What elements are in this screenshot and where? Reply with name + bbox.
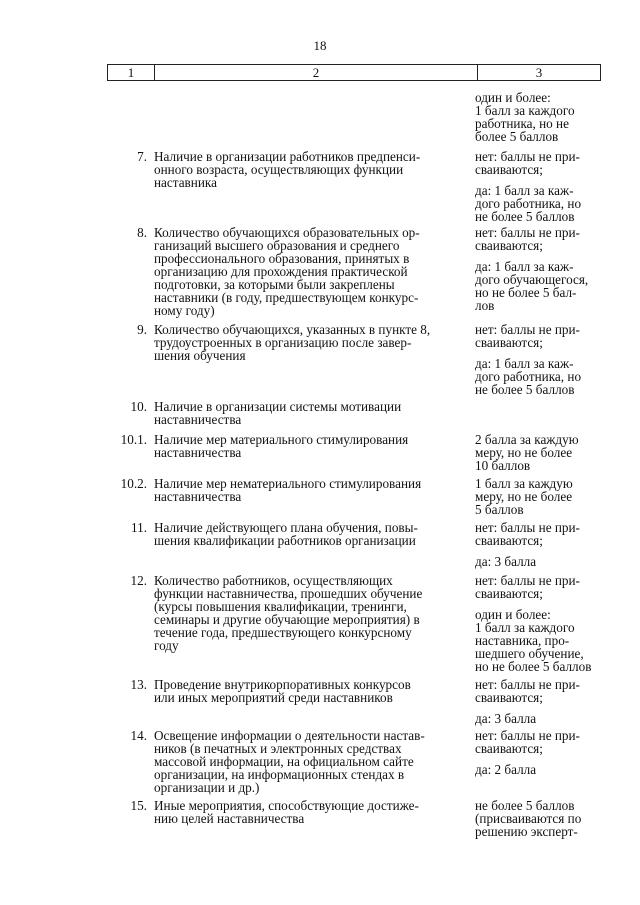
row-number: 13.: [130, 677, 147, 692]
score-paragraph: нет: баллы не при- сваиваются;: [475, 322, 580, 350]
row-description: Наличие действующего плана обучения, повы- шения квалификации работников организации: [154, 520, 418, 548]
row-number: 10.: [130, 399, 147, 414]
row-description: Наличие мер нематериального стимулирования наставничества: [154, 476, 422, 504]
page-number: 18: [313, 38, 327, 53]
row-number: 15.: [130, 798, 147, 813]
row-number: 9.: [137, 322, 147, 337]
score-paragraph: 2 балла за каждую меру, но не более 10 баллов: [475, 432, 579, 473]
row-number: 12.: [130, 573, 147, 588]
row-score: [475, 799, 605, 838]
row-description: Наличие мер материального стимулирования наставничества: [154, 432, 409, 460]
score-paragraph: нет: баллы не при- сваиваются;: [475, 573, 580, 601]
header-col-2: 2: [155, 65, 478, 80]
row-score: [475, 323, 605, 396]
score-paragraph: да: 3 балла: [475, 711, 537, 726]
row-number: 7.: [137, 149, 147, 164]
row-description: Проведение внутрикорпоративных конкурсов или иных мероприятий среди наставников: [154, 677, 411, 705]
score-paragraph: не более 5 баллов (присваиваются по решению эксперт-: [475, 798, 582, 839]
row-description: Количество обучающихся, указанных в пункте 8, трудоустроенных в организацию после завер- шения обучения: [154, 322, 431, 363]
row-description: Количество работников, осуществляющих функции наставничества, прошедших обучение (курсы повышения квалификации, тренинги, семинары и другие обучающие мероприятия) в течение года, предшествующего конкурсному году: [154, 573, 423, 653]
table-header: [107, 64, 601, 81]
score-paragraph: нет: баллы не при- сваиваются;: [475, 520, 580, 548]
score-paragraph: нет: баллы не при- сваиваются;: [475, 728, 580, 756]
score-paragraph: да: 2 балла: [475, 762, 537, 777]
header-col-3: 3: [535, 65, 543, 80]
row-score: [475, 433, 605, 472]
score-paragraph: 1 балл за каждую меру, но не более 5 баллов: [475, 476, 573, 517]
row-description: Освещение информации о деятельности настав- ников (в печатных и электронных средствах массовой информации, на официальном сайте организации, на информационных стендах в организации и др.): [154, 728, 425, 795]
row-number: 10.2.: [120, 476, 147, 491]
score-paragraph: да: 1 балл за каж- дого обучающегося, но не более 5 бал- лов: [475, 259, 589, 313]
row-score: [475, 150, 605, 223]
row-number: 8.: [137, 225, 147, 240]
row-number: 11.: [131, 520, 147, 535]
score-paragraph: да: 3 балла: [475, 554, 537, 569]
row-description: Наличие в организации системы мотивации наставничества: [154, 399, 402, 427]
row-score: [475, 226, 605, 312]
row-score: [475, 678, 605, 725]
row-score: [475, 729, 605, 776]
score-paragraph: нет: баллы не при- сваиваются;: [475, 225, 580, 253]
row-score: [475, 574, 605, 673]
row-number: 14.: [130, 728, 147, 743]
row-description: Количество обучающихся образовательных ор- ганизаций высшего образования и среднего профессионального образования, принятых в организацию для прохождения практической подготовки, за которыми были закреплены наставники (в году, предшествующем конкурс- ному году): [154, 225, 420, 318]
row-description: Иные мероприятия, способствующие достиже- нию целей наставничества: [154, 798, 419, 826]
row-score: [475, 521, 605, 568]
score-paragraph: да: 1 балл за каж- дого работника, но не более 5 баллов: [475, 183, 582, 224]
score-paragraph: один и более: 1 балл за каждого наставника, про- шедшего обучение, но не более 5 баллов: [475, 607, 592, 674]
score-paragraph: нет: баллы не при- сваиваются;: [475, 149, 580, 177]
row-score: [475, 91, 605, 143]
score-paragraph: нет: баллы не при- сваиваются;: [475, 677, 580, 705]
row-number: 10.1.: [120, 432, 147, 447]
score-paragraph: да: 1 балл за каж- дого работника, но не более 5 баллов: [475, 356, 582, 397]
score-paragraph: один и более: 1 балл за каждого работника, но не более 5 баллов: [475, 90, 575, 144]
header-col-1: 1: [108, 65, 155, 80]
row-score: [475, 477, 605, 516]
row-description: Наличие в организации работников предпенси- онного возраста, осуществляющих функции наставника: [154, 149, 421, 190]
